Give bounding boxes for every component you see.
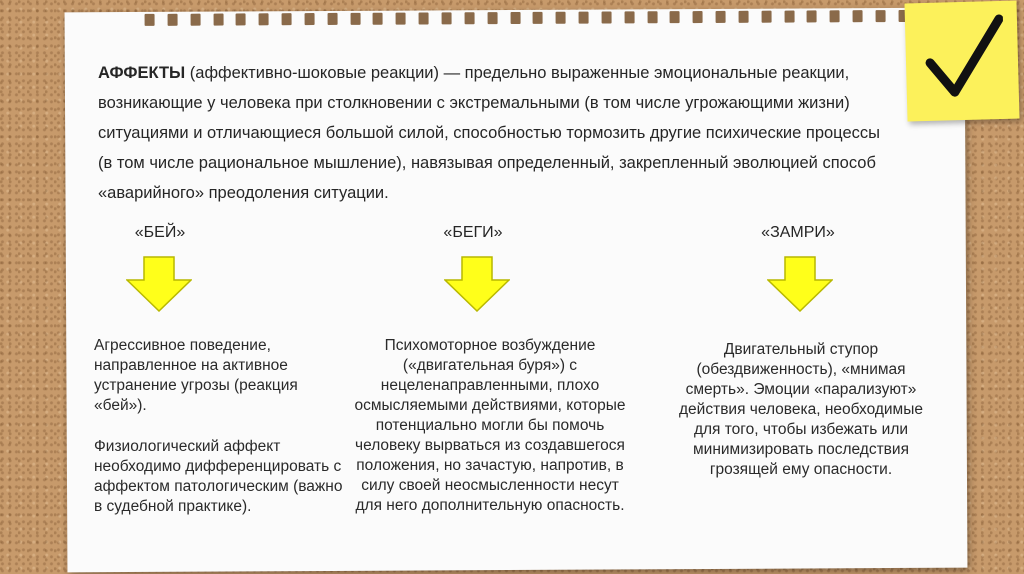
label-flight: «БЕГИ» <box>443 224 503 241</box>
fight-description <box>94 336 344 538</box>
intro-text: (аффективно-шоковые реакции) — предельно выраженные эмоциональные реакции, возникающие у человека при столкновении с экстремальными (в том числе угрожающими жизни) ситуациями и отличающиеся большой силой, способностью тормозить другие психические процессы (в том числе рациональное мышление), навязывая определенный, закрепленный эволюцией способ «аварийного» преодоления ситуации. <box>98 64 880 202</box>
intro-term: АФФЕКТЫ <box>98 64 186 82</box>
flight-paragraph-1: Психомоторное возбуждение («двигательная буря») с нецеленаправленными, плохо осмысляемыми действиями, которые потенциально могли бы помочь человеку вырваться из создавшегося положения, но зачастую, напротив, в силу своей неосмысленности несут для него дополнительную опасность. <box>354 337 626 514</box>
freeze-paragraph-1: Двигательный ступор (обездвиженность), «мнимая смерть». Эмоции «парализуют» действия человека, необходимые для того, чтобы избежать или минимизировать последствия грозящей ему опасности. <box>679 341 923 478</box>
checkmark-icon <box>923 13 1005 105</box>
flight-description <box>350 336 630 537</box>
fight-paragraph-2: Физиологический аффект необходимо дифференцировать с аффектом патологическим (важно в судебной практике). <box>94 438 343 515</box>
arrow-down-icon <box>126 256 192 312</box>
freeze-description <box>676 340 926 501</box>
intro-definition <box>98 58 898 208</box>
sticky-note <box>904 1 1019 122</box>
label-fight: «БЕЙ» <box>134 224 186 241</box>
arrow-down-icon <box>767 256 833 312</box>
fight-paragraph-1: Агрессивное поведение, направленное на активное устранение угрозы (реакция «бей»). <box>94 337 298 414</box>
arrow-down-icon <box>444 256 510 312</box>
punch-holes <box>135 10 965 28</box>
label-freeze: «ЗАМРИ» <box>761 224 835 241</box>
